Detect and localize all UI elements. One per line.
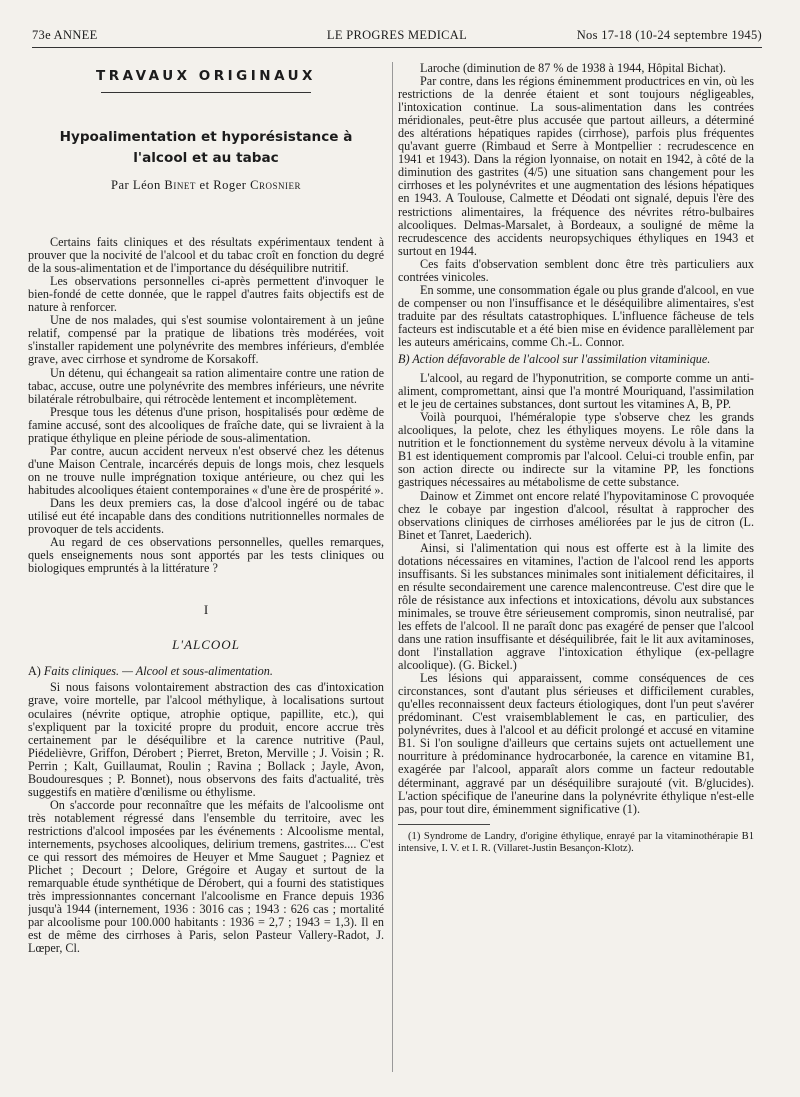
header-issue: Nos 17-18 (10-24 septembre 1945)	[576, 28, 762, 42]
subsection-title: L'ALCOOL	[172, 637, 240, 653]
article-title: Hypoalimentation et hyporésistance à l'alcool et au tabac	[59, 129, 353, 166]
left-paragraph: Un détenu, qui échangeait sa ration alimentaire contre une ration de tabac, accuse, outre une polynévrite des membres inférieurs, une névrite bilatérale rétrobulbaire, qui rétrocède lentement et incomplètement.	[28, 365, 384, 406]
right-column	[398, 62, 754, 1082]
section-title: TRAVAUX ORIGINAUX	[96, 68, 316, 84]
subsection-a-heading	[28, 665, 384, 678]
footnote-rule	[398, 824, 490, 825]
author2-surname: Crosnier	[250, 178, 302, 192]
left-paragraph: Les observations personnelles ci-après permettent d'invoquer le bien-fondé de cette donnée, que le rappel d'autres faits objectifs est de nature à renforcer.	[28, 274, 384, 315]
left-paragraph: Une de nos malades, qui s'est soumise volontairement à un jeûne relatif, compensé par la pratique de libations très modérées, voit s'installer rapidement une polynévrite des membres inférieurs, d'emblée grave, avec cirrhose et syndrome de Korsakoff.	[28, 313, 384, 367]
left-paragraph: Au regard de ces observations personnelles, quelles remarques, quels enseignements nous sont apportés par les tests cliniques ou biologiques empruntés à la littérature ?	[28, 535, 384, 576]
column-separator	[392, 62, 393, 1072]
article-authors	[28, 179, 384, 192]
left-paragraph: Dans les deux premiers cas, la dose d'alcool ingéré ou de tabac utilisé eut été incapable dans des conditions nutritionnelles normales de provoquer de tels accidents.	[28, 495, 384, 537]
header-journal-title: LE PROGRES MEDICAL	[326, 28, 468, 42]
section-title-rule	[101, 92, 311, 93]
subsection-b-heading: B) Action défavorable de l'alcool sur l'assimilation vitaminique.	[398, 352, 711, 367]
header-rule	[32, 47, 762, 48]
footnote: (1) Syndrome de Landry, d'origine éthylique, enrayé par la vitaminothérapie B1 intensive, I. V. et I. R. (Villaret-Justin Besançon-Klotz).	[398, 830, 754, 854]
right-paragraph: En somme, une consommation égale ou plus grande d'alcool, en vue de compenser ou non l'insuffisance et le déséquilibre alimentaires, s'est traduite par des résultats catastrophiques. L'influence fâcheuse de tels facteurs est indiscutable et a été bien mise en évidence parallèlement par les auteurs américains, comme Ch.-L. Connor.	[398, 282, 754, 349]
left-paragraph: On s'accorde pour reconnaître que les méfaits de l'alcoolisme ont très notablement régressé dans l'ensemble du territoire, avec les restrictions d'alcool imposées par les événements : Alcoolisme mental, internements, psychoses alcooliques, delirium tremens, gastrites.... C'est ce qui ressort des mémoires de Heuyer et Mme Sauguet ; Pagniez et Plichet ; Decourt ; Delore, Grégoire et Augay et surtout de la remarquable étude synthétique de Dérobert, qui a fourni des statistiques très impressionnantes concernant l'alcoolisme en France depuis 1936 jusqu'à 1944 (internement, 1936 : 3016 cas ; 1943 : 626 cas ; mortalité par alcoolisme pour 100.000 habitants : 1936 = 2,7 ; 1943 = 1,3). Il en est de même des cirrhoses à Paris, selon Pasteur Vallery-Radot, J. Lœper, Cl.	[28, 797, 384, 956]
left-paragraph: Si nous faisons volontairement abstraction des cas d'intoxication grave, voire mortelle, par l'alcool méthylique, à localisations surtout oculaires (névrite optique, atrophie optique, papillite, etc.), qui s'expliquent par la toxicité propre du produit, encore accrue très certainement par le déséquilibre et la carence nutritive (Paul, Piédelièvre, Griffon, Dérobert ; Pierret, Breton, Merville ; J. Voisin ; R. Perrin ; Kalt, Guillaumat, Roulin ; Ravina ; Bollack ; Jayle, Avon, Boudouresques ; P. Bonnet), nous observons des faits d'actualité, très suggestifs en matière d'œnilisme ou éthylisme.	[28, 680, 384, 799]
authors-prefix: Par Léon	[110, 178, 165, 192]
right-paragraph: Ainsi, si l'alimentation qui nous est offerte est à la limite des dotations nécessaires en vitamines, l'action de l'alcool rend les apports insuffisants. Si les substances minimales sont initialement déficitaires, il en résulte secondairement une carence malencontreuse. C'est dire que le rôle de résistance aux infections et intoxications, dévolu aux substances minimales, se trouve être sérieusement compromis, sinon neutralisé, par les effets de l'alcool. Il ne paraît donc pas exagéré de penser que l'alcool dans une ration insuffisante et déséquilibrée, fait le lit aux avitaminoses, dont l'installation aggrave l'intoxication éthylique (ex-pellagre alcoolique). (G. Bickel.)	[398, 540, 754, 673]
left-column	[28, 62, 384, 1082]
header-year: 73e ANNEE	[32, 28, 98, 42]
right-paragraph: Voilà pourquoi, l'héméralopie type s'observe chez les grands alcooliques, la pelote, chez les éthyliques moyens. Le rôle dans la nutrition et le fonctionnement du système nerveux dévolu à la vitamine B1 est identiquement compromis par l'alcool. Celui-ci trouble enfin, par son action directe ou indirecte sur la vitamine PP, les fonctions gastriques nécessaires au métabolisme de cette substance.	[398, 410, 754, 490]
section-numeral: I	[203, 602, 209, 618]
right-paragraph: L'alcool, au regard de l'hyponutrition, se comporte comme un anti-aliment, compromettant, ainsi que l'a montré Mouriquand, l'assimilation et le jeu de certaines substances, dont surtout les vitamines A, B, PP.	[398, 371, 754, 412]
right-paragraph: Dainow et Zimmet ont encore relaté l'hypovitaminose C provoquée chez le cobaye par ingestion d'alcool, résultat à rapprocher des observations cliniques de cirrhoses améliorées par le jus de citron (L. Binet et Tanret, Laederich).	[398, 488, 754, 542]
right-paragraph: Ces faits d'observation semblent donc être très particuliers aux contrées vinicoles.	[398, 256, 754, 284]
right-paragraph: Les lésions qui apparaissent, comme conséquences de ces circonstances, sont d'autant plus sérieuses et difficilement curables, qu'elles reconnaissent deux facteurs étiologiques, dont l'un peut s'avérer prédominant. C'est vraisemblablement le cas, en particulier, des polynévrites, dues à l'alcool et au déficit prolongé et accusé en vitamine B1. Si l'on souligne d'ailleurs que certains sujets ont actuellement une nourriture à prédominance hydrocarbonée, la carence en vitamine B1, exagérée par l'alcool, apparaît alors comme un facteur redoutable déterminant, aggravé par un déséquilibre surajouté (vit. B/glucides). L'action spécifique de l'aneurine dans la polynévrite éthylique n'est-elle pas, pour tout dire, éminemment significative (1).	[398, 671, 754, 816]
running-head	[32, 28, 762, 48]
subsection-a-text: Faits cliniques. — Alcool et sous-alimentation.	[43, 664, 273, 679]
right-paragraph: Laroche (diminution de 87 % de 1938 à 1944, Hôpital Bichat).	[420, 62, 726, 75]
author1-surname: Binet	[164, 178, 196, 192]
authors-mid: et Roger	[195, 178, 251, 192]
right-paragraph: Par contre, dans les régions éminemment productrices en vin, où les restrictions de la denrée étaient et sont toujours négligeables, l'intoxication continue. La sous-alimentation dans les contrées méridionales, peut-être plus accusée que partout ailleurs, a déterminé des altérations hépatiques rapides (cirrhose), parfois plus fréquentes qu'avant guerre (Rimbaud et Serre à Montpellier : recrudescence en 1941 et 1943). Dans la région lyonnaise, on notait en 1942, à côté de la diminution des gastrites (4/5) une situation sans changement pour les cirrhoses et les polynévrites et une augmentation des lésions hépatiques en 1943. A Toulouse, Calmette et Déodati ont signalé, depuis l'ère des restrictions alimentaires, la fréquence des névrites rétro-bulbaires alcooliques. Delmas-Marsalet, à Bordeaux, a souligné de même la recrudescence des accidents neuropsychiques éthyliques en 1943 et surtout en 1944.	[398, 74, 754, 258]
left-paragraph: Par contre, aucun accident nerveux n'est observé chez les détenus d'une Maison Centrale, incarcérés depuis de longs mois, chez lesquels on ne trouve nulle imprégnation toxique antérieure, ou chez qui les habitudes alcooliques étaient contemporaines « d'une ère de prospérité ».	[28, 443, 384, 497]
left-paragraph: Presque tous les détenus d'une prison, hospitalisés pour œdème de famine accusé, sont des alcooliques de fraîche date, qui se livraient à la pratique éthylique en pleine période de sous-alimentation.	[28, 404, 384, 445]
subsection-a-label: A)	[28, 664, 44, 679]
left-paragraph: Certains faits cliniques et des résultats expérimentaux tendent à prouver que la nocivité de l'alcool et du tabac croît en fonction du degré de la sous-alimentation et de l'importance du déséquilibre nutritif.	[28, 235, 384, 276]
